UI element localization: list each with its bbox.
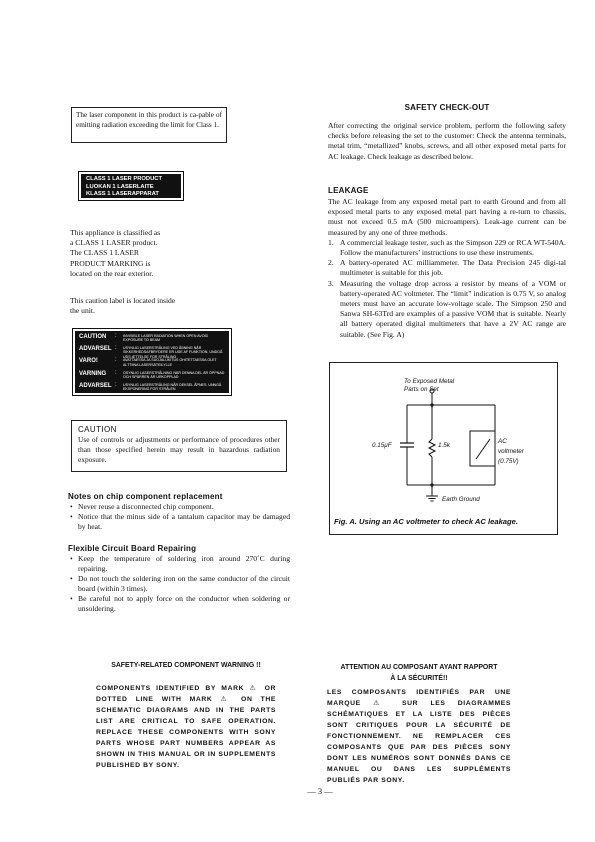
- caution-row-text: OSYNLIG LASERSTRÅLNING NÄR DENNA DEL ÄR ÖPPNAD OCH SPÄRREN ÄR URKOPPLAD: [123, 370, 225, 379]
- laser-notice-box: [71, 107, 227, 143]
- caution-box-title: CAUTION: [78, 425, 117, 434]
- caution-row: [79, 346, 225, 358]
- figure-top-label: To Exposed Metal Parts on Set: [404, 378, 455, 393]
- safety-warning-en-title: SAFETY-RELATED COMPONENT WARNING !!: [111, 662, 261, 669]
- text-line: located on the rear exterior.: [70, 268, 154, 278]
- item-number: 1.: [328, 237, 334, 247]
- caution-row-text: INVISIBLE LASER RADIATION WHEN OPEN AVOID EXPOSURE TO BEAM: [123, 334, 209, 343]
- colon: :: [115, 357, 117, 364]
- laser-notice-text: The laser component in this product is ca-pable of emitting radiation exceeding the limit for Class 1.: [76, 111, 222, 129]
- list-item: • Never reuse a disconnected chip component.: [68, 502, 290, 512]
- flex-repair-heading: Flexible Circuit Board Repairing: [68, 544, 197, 553]
- chip-notes-list: [68, 502, 290, 532]
- caution-row: [79, 383, 225, 395]
- colon: :: [115, 369, 117, 376]
- caution-row-key: ADVARSEL: [79, 382, 112, 389]
- class-label-line: KLASS 1 LASERAPPARAT: [86, 191, 159, 198]
- colon: :: [115, 381, 117, 388]
- class-label-line: LUOKAN 1 LASERLAITE: [86, 183, 154, 190]
- leakage-methods-list: [328, 238, 566, 340]
- junction-dot: [430, 403, 433, 406]
- chip-notes-heading: Notes on chip component replacement: [68, 492, 223, 501]
- safety-checkout-text: After correcting the original service problem, perform the following safety checks before releasing the set to the customer: Check the antenna terminals, metal trim, “metallized” knobs, screws, and all other exposed metal parts for AC leakage. Check leakage as described below.: [328, 121, 566, 161]
- voltmeter-symbol: [470, 431, 495, 466]
- capacitor-label: 0.15μF: [372, 442, 392, 449]
- ground-label: Earth Ground: [442, 496, 480, 503]
- list-item: [328, 258, 566, 278]
- caution-row-key: ADVARSEL: [79, 346, 112, 353]
- caution-row-text: USYNLIG LASERSTRÅLING VED ÅBNING NÅR SIKKERHEDSAFBRYDERE ER UDE AF FUNKTION. UNDGÅ UDS ÆTTELSE FOR STRÅLING: [123, 346, 223, 359]
- caution-box-text: Use of controls or adjustments or performance of procedures other than those specified herein may result in hazardous radiation exposure.: [78, 435, 280, 464]
- colon: :: [115, 333, 117, 339]
- appliance-classification-text: [70, 228, 230, 279]
- safety-warning-fr-title-1: ATTENTION AU COMPOSANT AYANT RAPPORT: [340, 664, 498, 671]
- list-item: [328, 279, 566, 340]
- caution-row: [79, 334, 225, 346]
- flex-repair-list: [68, 554, 290, 614]
- safety-checkout-section: [328, 103, 566, 162]
- item-text: Measuring the voltage drop across a resistor by means of a VOM or battery-operated AC voltmeter. The “limit” indication is 0.75 V, so analog meters must have an accurate low-voltage scale. The Simpson 250 and Sanwa SH-63Trd are examples of a passive VOM that is suitable. Nearly all battery operated digital multimeters that have a 2V AC range are suitable. (See Fig. A): [340, 278, 566, 339]
- figure-a-box: [329, 362, 558, 535]
- item-number: 3.: [328, 278, 334, 288]
- caution-row-key: VARNING: [79, 370, 107, 377]
- text-line: This appliance is classified as: [70, 228, 161, 237]
- leakage-intro: The AC leakage from any exposed metal part to earth Ground and from all exposed metal parts to any exposed metal part having a re-turn to chassis, must not exceed 0.5 mA (500 microampers). Leak-age current can be measured by any one of three methods.: [328, 197, 566, 237]
- safety-warning-fr-text: LES COMPOSANTS IDENTIFIÉS PAR UNE MARQUE ⚠ SUR LES DIAGRAMMES SCHÉMATIQUES ET LA LISTE DES PIÈCES SONT CRITIQUES POUR LA SÉCURITÉ DE FONCTIONNEMENT. NE REMPLACER CES COMPOSANTS QUE PAR DES PIÈCES SONY DONT LES NUMÉROS SONT DONNÉS DANS CE MANUEL OU DANS LES SUPPLÉMENTS PUBLIÉS PAR SONY.: [327, 689, 511, 784]
- text-line: the unit.: [70, 306, 95, 316]
- list-item: • Keep the temperature of soldering iron around 270˚C during repairing.: [68, 554, 290, 574]
- list-item: • Do not touch the soldering iron on the same conductor of the circuit board (within 3 times).: [68, 574, 290, 594]
- list-item: [328, 238, 566, 258]
- caution-row-key: VARO!: [79, 358, 98, 365]
- caution-row-key: CAUTION: [79, 334, 107, 340]
- figure-caption: Fig. A. Using an AC voltmeter to check AC leakage.: [334, 517, 518, 526]
- item-text: A commercial leakage tester, such as the Simpson 229 or RCA WT-540A. Follow the manufacturers’ instructions to use these instruments.: [340, 237, 566, 258]
- caution-warning-label: [73, 329, 231, 395]
- voltmeter-needle: [476, 439, 490, 459]
- resistor-label: 1.5k: [438, 442, 450, 449]
- item-text: A battery-operated AC milliammeter. The Data Precision 245 digi-tal multimeter is suitable for this job.: [340, 258, 566, 278]
- class-1-laser-label: [79, 172, 183, 200]
- caution-location-text: [70, 296, 240, 316]
- resistor-symbol: [429, 439, 435, 457]
- caution-row: [79, 358, 225, 370]
- caution-row: [79, 371, 225, 383]
- caution-row-text: USYNLIG LASERSTRÅLING NÅR DEKSEL ÅPNES. UNNGÅ EKSPONERING FOR STRÅLEN: [123, 382, 222, 392]
- colon: :: [115, 345, 117, 352]
- flex-repair-section: [68, 544, 290, 614]
- chip-notes-section: [68, 492, 290, 532]
- voltmeter-label: AC voltmeter (0.75V): [498, 438, 524, 465]
- safety-warning-fr-title-2: À LA SÉCURITÉ!!: [390, 675, 448, 682]
- safety-warning-en: [96, 662, 276, 771]
- text-line: The CLASS 1 LASER: [70, 248, 139, 258]
- safety-warning-fr: [327, 662, 511, 786]
- safety-warning-en-text: COMPONENTS IDENTIFIED BY MARK ⚠ OR DOTTED LINE WITH MARK ⚠ ON THE SCHEMATIC DIAGRAMS AND IN THE PARTS LIST ARE CRITICAL TO SAFE OPERATION. REPLACE THESE COMPONENTS WITH SONY PARTS WHOSE PART NUMBERS APPEAR AS SHOWN IN THIS MANUAL OR IN SUPPLEMENTS PUBLISHED BY SONY.: [96, 685, 276, 769]
- text-line: This caution label is located inside: [70, 296, 176, 305]
- leakage-section: [328, 186, 566, 340]
- page-number: — 3 —: [307, 786, 333, 796]
- class-label-line: CLASS 1 LASER PRODUCT: [86, 176, 163, 182]
- text-line: PRODUCT MARKING is: [70, 258, 151, 268]
- caution-box: [71, 420, 287, 472]
- text-line: a CLASS 1 LASER product.: [70, 238, 158, 248]
- list-item: • Notice that the minus side of a tantalum capacitor may be damaged by heat.: [68, 512, 290, 532]
- safety-checkout-heading: SAFETY CHECK-OUT: [404, 103, 490, 112]
- list-item: • Be careful not to apply force on the conductor when soldering or unsoldering.: [68, 594, 290, 614]
- leakage-heading: LEAKAGE: [328, 186, 369, 195]
- item-number: 2.: [328, 258, 334, 268]
- caution-row-text: AVATTAESSA JA SUOJALUKITUS OHITETTAESSA OLET ALTTIINA LASERSÄTEILYLLE: [123, 358, 217, 367]
